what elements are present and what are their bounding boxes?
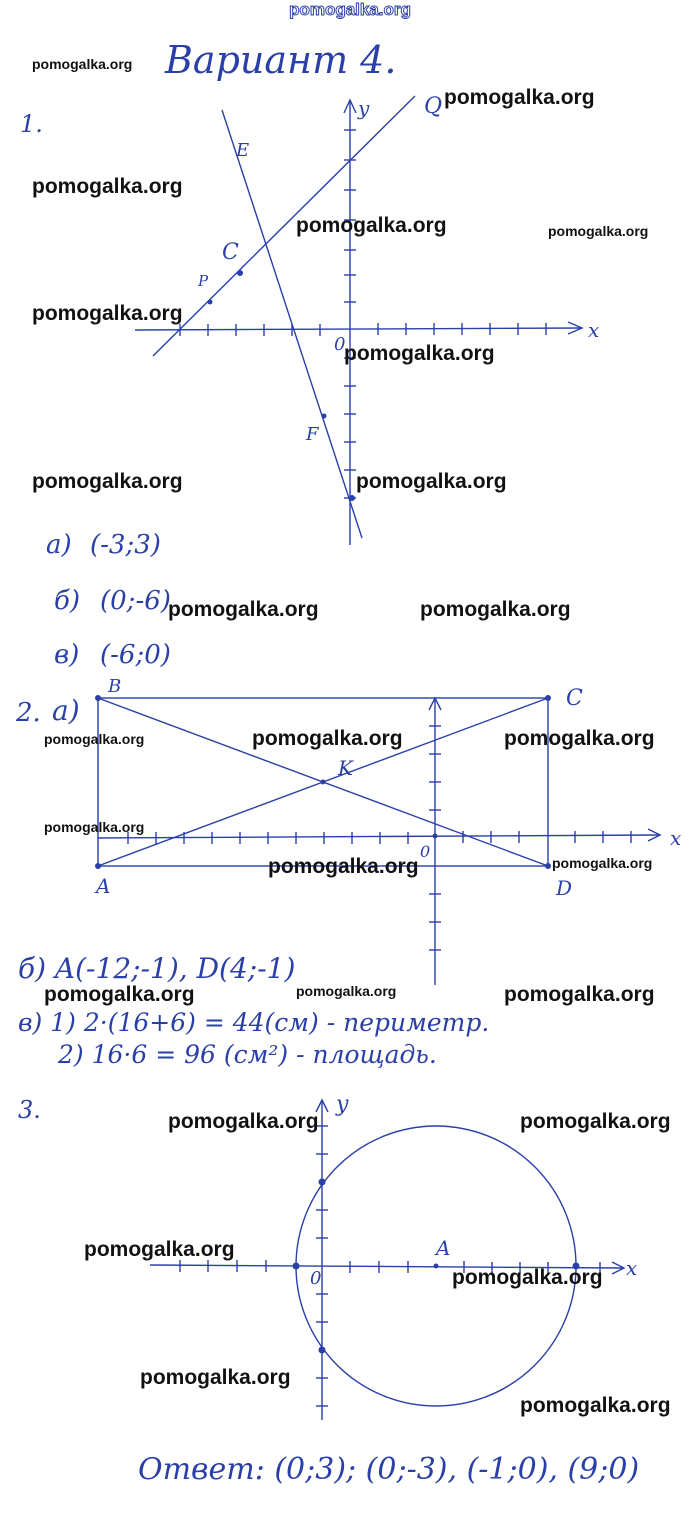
task3-answer: Ответ: (0;3); (0;-3), (-1;0), (9;0): [138, 1452, 640, 1487]
task3-center-a: [434, 1264, 439, 1269]
watermark: pomogalka.org: [520, 1110, 671, 1133]
task2-part-b: б) A(-12;-1), D(4;-1): [18, 952, 296, 985]
watermark: pomogalka.org: [44, 819, 145, 835]
task1-label-c: C: [222, 240, 239, 265]
watermark: pomogalka.org: [168, 1110, 319, 1133]
watermark: pomogalka.org: [44, 983, 195, 1006]
watermark: pomogalka.org: [504, 727, 655, 750]
task1-answer-c-value: (-6;0): [100, 640, 171, 670]
task1-answer-b-value: (0;-6): [100, 586, 171, 616]
task1-answer-c-label: в): [54, 640, 80, 670]
watermark: pomogalka.org: [44, 731, 145, 747]
task1-label-p: P: [198, 272, 209, 290]
task1-label-f: F: [306, 424, 319, 445]
watermark: pomogalka.org: [32, 302, 183, 325]
watermark: pomogalka.org: [32, 470, 183, 493]
watermark: pomogalka.org: [452, 1266, 603, 1289]
task2-label-a: A: [96, 874, 111, 898]
watermark: pomogalka.org: [444, 86, 595, 109]
task3-point-0-3: [319, 1179, 326, 1186]
watermark: pomogalka.org: [296, 214, 447, 237]
watermark: pomogalka.org: [140, 1366, 291, 1389]
site-watermark-top: pomogalka.org: [289, 0, 411, 19]
watermark: pomogalka.org: [344, 342, 495, 365]
watermark: pomogalka.org: [296, 983, 397, 999]
task3-axis-y-label: y: [336, 1092, 349, 1117]
task2-part-a: а): [52, 694, 80, 727]
task3-axis-x-label: x: [626, 1256, 638, 1280]
task1-axis-y-label: y: [358, 96, 370, 120]
watermark: pomogalka.org: [504, 983, 655, 1006]
task1-answer-a-value: (-3;3): [90, 530, 161, 560]
task2-part-c-line1: в) 1) 2·(16+6) = 44(см) - периметр.: [18, 1008, 490, 1037]
watermark: pomogalka.org: [548, 223, 649, 239]
watermark: pomogalka.org: [356, 470, 507, 493]
watermark: pomogalka.org: [84, 1238, 235, 1261]
watermark: pomogalka.org: [420, 598, 571, 621]
task2-label-c: C: [566, 686, 583, 711]
task1-label-e: E: [236, 140, 250, 161]
task1-answer-b-label: б): [54, 586, 81, 616]
task3-point-neg1-0: [293, 1263, 300, 1270]
watermark: pomogalka.org: [552, 855, 653, 871]
task1-answer-a-label: а): [46, 530, 72, 560]
task2-part-c-line2: 2) 16·6 = 96 (см²) - площадь.: [58, 1040, 437, 1069]
variant-title: Вариант 4.: [165, 38, 397, 82]
task3-center-label: A: [436, 1236, 451, 1260]
task1-number: 1.: [20, 110, 43, 138]
task2-label-d: D: [556, 876, 573, 900]
task3-number: 3.: [18, 1096, 41, 1124]
task2-axis-x-label: x: [670, 826, 682, 850]
task2-number: 2.: [16, 698, 41, 728]
watermark: pomogalka.org: [268, 855, 419, 878]
watermark: pomogalka.org: [520, 1394, 671, 1417]
watermark: pomogalka.org: [168, 598, 319, 621]
task3-origin-label: 0: [310, 1268, 322, 1289]
task1-origin-label: 0: [334, 334, 346, 355]
watermark: pomogalka.org: [252, 727, 403, 750]
task1-label-q: Q: [424, 94, 443, 119]
task2-origin-label: 0: [420, 842, 431, 861]
task3-point-0-neg3: [319, 1347, 326, 1354]
watermark: pomogalka.org: [32, 175, 183, 198]
task2-label-k: K: [338, 756, 353, 780]
task2-label-b: B: [108, 676, 122, 697]
task1-axis-x-label: x: [588, 318, 600, 342]
watermark: pomogalka.org: [32, 56, 133, 72]
